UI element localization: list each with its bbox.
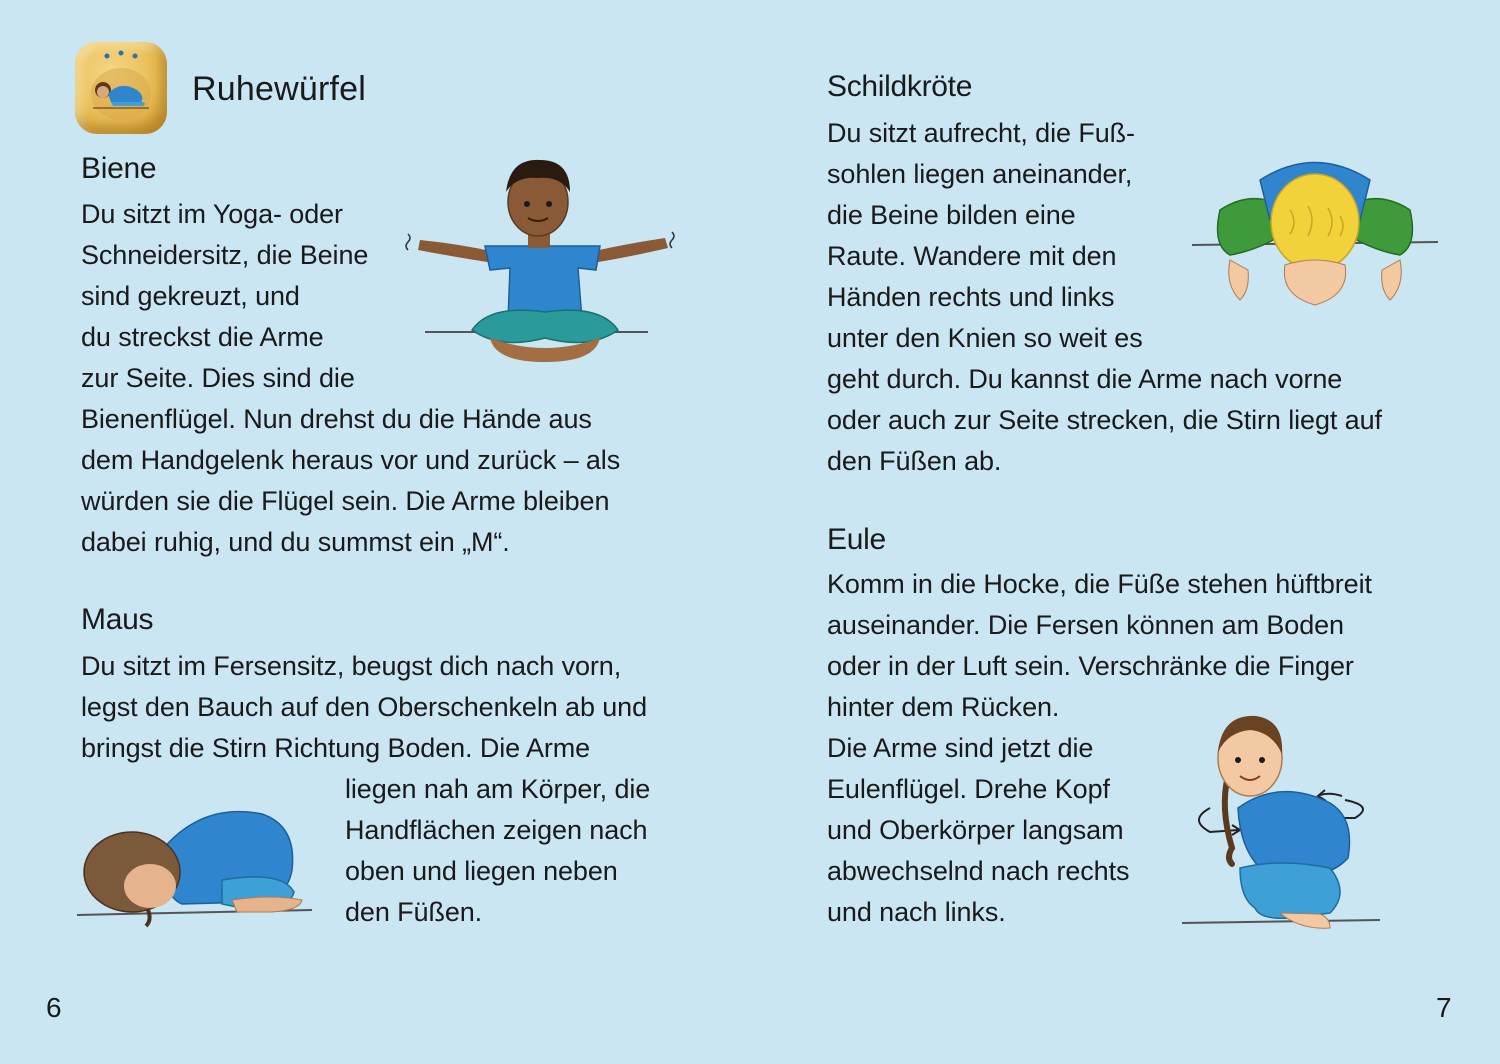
page-number-left: 6 <box>46 992 62 1023</box>
mouse-pose-illustration <box>72 800 322 930</box>
page-number-right: 7 <box>1436 992 1452 1023</box>
bee-pose-illustration <box>400 152 685 377</box>
text-line: unter den Knien so weit es <box>827 323 1143 353</box>
text-line: hinter dem Rücken. <box>827 692 1060 722</box>
maus-text-top <box>81 646 647 769</box>
text-line: Die Arme sind jetzt die <box>827 733 1094 763</box>
text-line: dabei ruhig, und du summst ein „M“. <box>81 527 510 557</box>
owl-pose-illustration <box>1180 708 1395 948</box>
text-line: Du sitzt aufrecht, die Fuß- <box>827 118 1135 148</box>
text-line: oder in der Luft sein. Verschränke die Finger <box>827 651 1354 681</box>
text-line: du streckst die Arme <box>81 322 324 352</box>
text-line: und Oberkörper langsam <box>827 815 1124 845</box>
text-line: dem Handgelenk heraus vor und zurück – als <box>81 445 621 475</box>
text-line: Raute. Wandere mit den <box>827 241 1117 271</box>
text-line: Du sitzt im Yoga- oder <box>81 199 343 229</box>
text-line: legst den Bauch auf den Oberschenkeln ab und <box>81 692 648 722</box>
text-line: abwechselnd nach rechts <box>827 856 1130 886</box>
text-line: Handflächen zeigen nach <box>345 815 648 845</box>
text-line: würden sie die Flügel sein. Die Arme bleiben <box>81 486 610 516</box>
text-line: oder auch zur Seite strecken, die Stirn liegt auf <box>827 405 1382 435</box>
text-line: den Füßen ab. <box>827 446 1002 476</box>
text-line: Händen rechts und links <box>827 282 1115 312</box>
text-line: die Beine bilden eine <box>827 200 1076 230</box>
text-line: sind gekreuzt, und <box>81 281 300 311</box>
text-line: bringst die Stirn Richtung Boden. Die Arme <box>81 733 591 763</box>
text-line: zur Seite. Dies sind die <box>81 363 355 393</box>
text-line: liegen nah am Körper, die <box>345 774 651 804</box>
heading-biene: Biene <box>81 152 157 185</box>
text-line: Komm in die Hocke, die Füße stehen hüftbreit <box>827 569 1372 599</box>
heading-eule: Eule <box>827 523 886 556</box>
text-line: Bienenflügel. Nun drehst du die Hände aus <box>81 404 592 434</box>
text-line: Eulenflügel. Drehe Kopf <box>827 774 1110 804</box>
right-page <box>750 0 1500 1064</box>
text-line: geht durch. Du kannst die Arme nach vorne <box>827 364 1343 394</box>
heading-maus: Maus <box>81 603 154 636</box>
page-title: Ruhewürfel <box>192 70 366 108</box>
maus-text-bottom <box>345 769 650 933</box>
text-line: auseinander. Die Fersen können am Boden <box>827 610 1344 640</box>
text-line: und nach links. <box>827 897 1006 927</box>
text-line: Schneidersitz, die Beine <box>81 240 369 270</box>
turtle-pose-illustration <box>1190 150 1440 320</box>
text-line: oben und liegen neben <box>345 856 618 886</box>
rest-dice-icon <box>75 42 167 134</box>
text-line: Du sitzt im Fersensitz, beugst dich nach vorn, <box>81 651 622 681</box>
heading-schildkroete: Schildkröte <box>827 70 973 103</box>
text-line: sohlen liegen aneinander, <box>827 159 1133 189</box>
text-line: den Füßen. <box>345 897 483 927</box>
